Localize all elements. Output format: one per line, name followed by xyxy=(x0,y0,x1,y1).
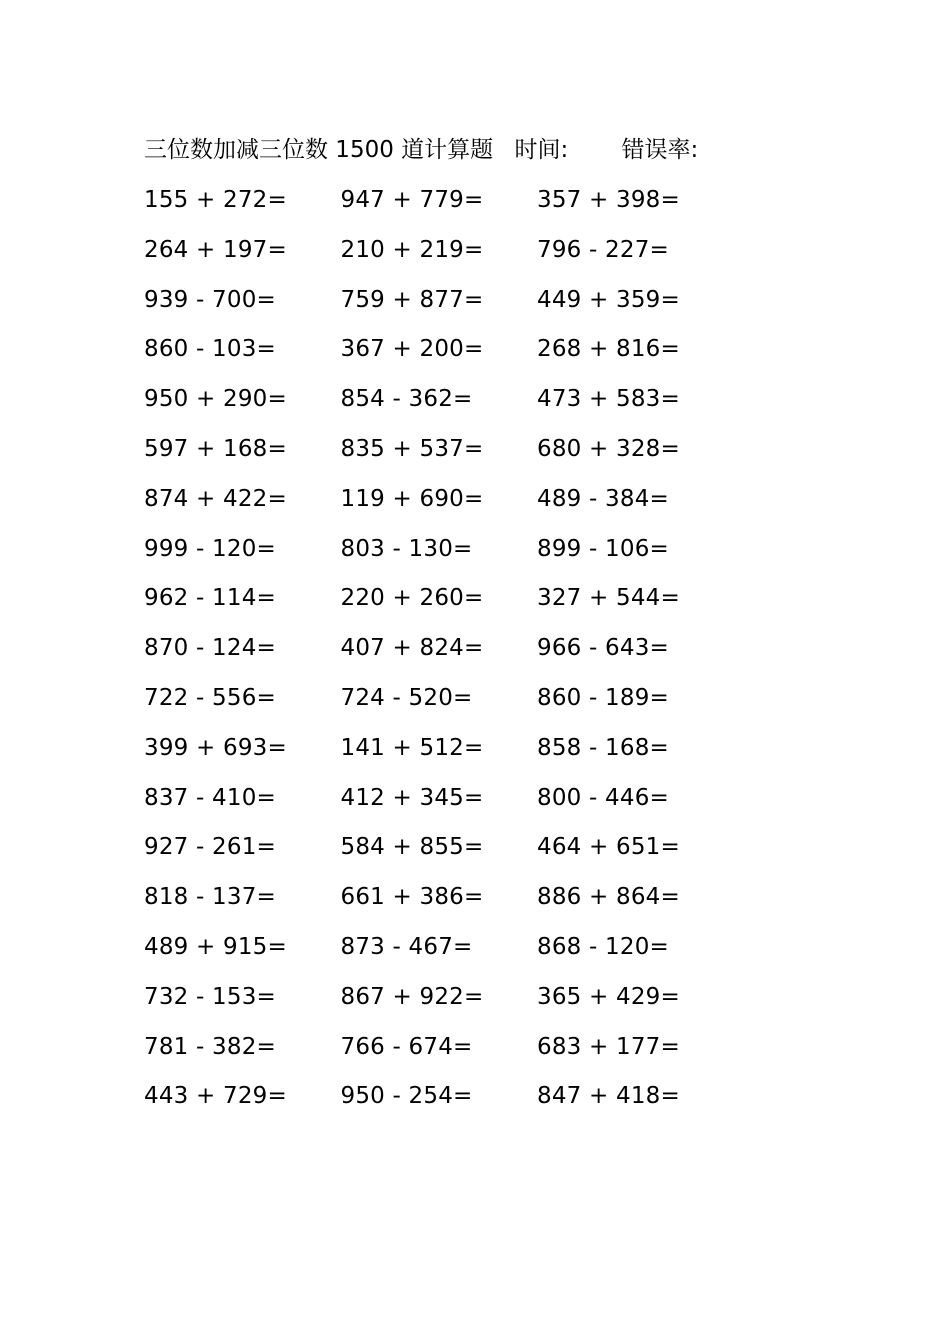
problem-item: 264 + 197= xyxy=(144,236,287,263)
problem-item: 464 + 651= xyxy=(537,834,680,861)
problem-item: 966 - 643= xyxy=(537,635,669,662)
problem-item: 999 - 120= xyxy=(144,535,276,562)
problem-item: 141 + 512= xyxy=(340,734,484,761)
problem-item: 327 + 544= xyxy=(537,585,680,612)
problem-row xyxy=(144,1076,764,1126)
problem-item: 867 + 922= xyxy=(340,983,484,1010)
problem-item: 210 + 219= xyxy=(340,236,484,263)
problem-item: 661 + 386= xyxy=(340,884,484,911)
problem-item: 119 + 690= xyxy=(340,485,484,512)
problem-item: 873 - 467= xyxy=(340,933,473,960)
problem-item: 947 + 779= xyxy=(340,187,484,213)
problem-item: 407 + 824= xyxy=(340,635,484,662)
problem-item: 803 - 130= xyxy=(340,535,473,562)
problem-row xyxy=(144,877,764,927)
problem-item: 584 + 855= xyxy=(340,834,484,861)
problem-item: 818 - 137= xyxy=(144,884,276,911)
problem-item: 449 + 359= xyxy=(537,286,680,313)
problem-item: 367 + 200= xyxy=(340,336,484,363)
problem-item: 781 - 382= xyxy=(144,1033,276,1060)
problem-item: 759 + 877= xyxy=(340,286,484,313)
problem-row xyxy=(144,1027,764,1077)
problem-row xyxy=(144,429,764,479)
problem-item: 939 - 700= xyxy=(144,286,276,313)
problem-row xyxy=(144,678,764,728)
problem-item: 683 + 177= xyxy=(537,1033,680,1060)
problem-item: 766 - 674= xyxy=(340,1033,473,1060)
time-label: 时间: xyxy=(514,137,569,163)
problem-item: 950 - 254= xyxy=(340,1083,473,1110)
problem-item: 357 + 398= xyxy=(537,187,680,213)
problem-item: 722 - 556= xyxy=(144,684,276,711)
problem-item: 724 - 520= xyxy=(340,684,473,711)
problem-item: 860 - 189= xyxy=(537,684,669,711)
worksheet-title: 三位数加减三位数 1500 道计算题 xyxy=(144,137,494,163)
problem-item: 489 - 384= xyxy=(537,485,669,512)
problem-row xyxy=(144,927,764,977)
problem-item: 950 + 290= xyxy=(144,386,287,413)
problem-item: 443 + 729= xyxy=(144,1083,287,1110)
problem-item: 847 + 418= xyxy=(537,1083,680,1110)
problem-item: 796 - 227= xyxy=(537,236,669,263)
problem-item: 680 + 328= xyxy=(537,435,680,462)
problem-row xyxy=(144,329,764,379)
problem-item: 412 + 345= xyxy=(340,784,484,811)
problem-item: 860 - 103= xyxy=(144,336,276,363)
problem-item: 870 - 124= xyxy=(144,635,276,662)
problem-item: 854 - 362= xyxy=(340,386,473,413)
worksheet-header xyxy=(144,132,698,168)
problem-item: 597 + 168= xyxy=(144,435,287,462)
problem-row xyxy=(144,379,764,429)
problem-row xyxy=(144,479,764,529)
problem-item: 899 - 106= xyxy=(537,535,669,562)
problem-item: 489 + 915= xyxy=(144,933,287,960)
problem-item: 268 + 816= xyxy=(537,336,680,363)
problem-row xyxy=(144,827,764,877)
problem-row xyxy=(144,578,764,628)
problem-row xyxy=(144,628,764,678)
problem-item: 800 - 446= xyxy=(537,784,669,811)
problem-item: 155 + 272= xyxy=(144,187,287,213)
problem-item: 732 - 153= xyxy=(144,983,276,1010)
problem-item: 473 + 583= xyxy=(537,386,680,413)
problem-row xyxy=(144,180,764,230)
problem-row xyxy=(144,280,764,330)
problem-row xyxy=(144,230,764,280)
problem-item: 835 + 537= xyxy=(340,435,484,462)
problem-item: 220 + 260= xyxy=(340,585,484,612)
problem-item: 399 + 693= xyxy=(144,734,287,761)
problem-row xyxy=(144,778,764,828)
problem-item: 837 - 410= xyxy=(144,784,276,811)
error-rate-label: 错误率: xyxy=(621,137,699,163)
problem-grid xyxy=(144,180,764,1126)
problem-item: 868 - 120= xyxy=(537,933,669,960)
problem-row xyxy=(144,728,764,778)
problem-item: 858 - 168= xyxy=(537,734,669,761)
problem-item: 927 - 261= xyxy=(144,834,276,861)
problem-item: 886 + 864= xyxy=(537,884,680,911)
problem-item: 962 - 114= xyxy=(144,585,276,612)
problem-row xyxy=(144,977,764,1027)
problem-item: 365 + 429= xyxy=(537,983,680,1010)
problem-row xyxy=(144,529,764,579)
problem-item: 874 + 422= xyxy=(144,485,287,512)
